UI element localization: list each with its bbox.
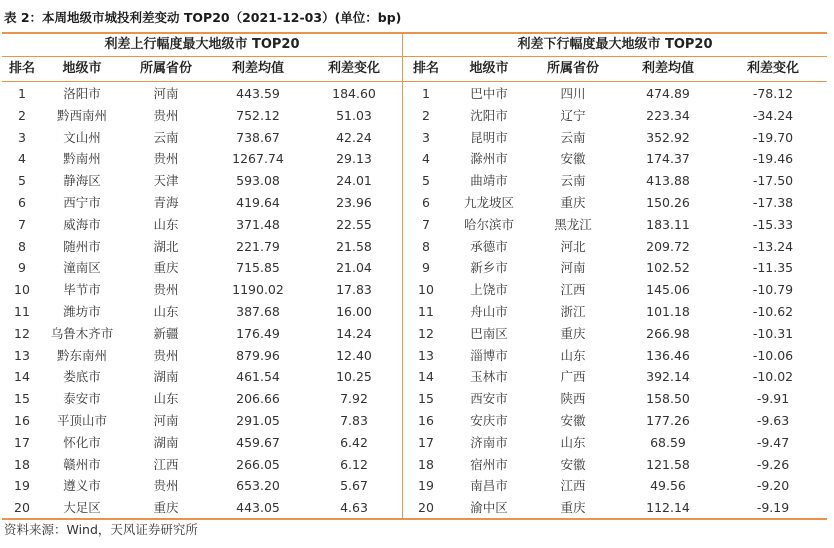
spread-change-cell: -34.24 xyxy=(752,107,794,123)
rank-cell: 18 xyxy=(418,456,434,472)
city-cell: 昆明市 xyxy=(470,129,508,145)
table-row xyxy=(403,257,827,279)
table-row xyxy=(403,454,827,476)
header-province: 所属省份 xyxy=(139,61,192,76)
spread-change-cell: 14.24 xyxy=(336,325,372,341)
spread-mean-cell: 1267.74 xyxy=(232,151,284,167)
spread-mean-cell: 266.98 xyxy=(646,325,690,341)
table-caption: 表 2：本周地级市城投利差变动 TOP20（2021-12-03）(单位：bp) xyxy=(4,10,402,25)
table-row xyxy=(403,236,827,258)
province-cell: 河南 xyxy=(153,86,179,101)
province-cell: 山东 xyxy=(153,303,179,319)
spread-change-cell: -10.31 xyxy=(752,325,794,341)
table-row xyxy=(403,301,827,323)
header-rank: 排名 xyxy=(8,61,35,76)
province-cell: 湖北 xyxy=(153,238,179,254)
province-cell: 河北 xyxy=(560,238,586,254)
city-cell: 巴中市 xyxy=(470,86,508,101)
rank-cell: 8 xyxy=(18,238,26,254)
spread-mean-cell: 443.05 xyxy=(236,500,280,516)
spread-mean-cell: 419.64 xyxy=(236,194,280,210)
rank-cell: 1 xyxy=(422,86,430,101)
province-cell: 山东 xyxy=(153,391,179,407)
spread-change-cell: 23.96 xyxy=(336,194,372,210)
spread-change-cell: -10.06 xyxy=(752,347,794,363)
spread-mean-cell: 102.52 xyxy=(646,260,690,276)
province-cell: 河南 xyxy=(153,412,179,428)
spread-mean-cell: 223.34 xyxy=(646,107,690,123)
province-cell: 黑龙江 xyxy=(554,216,592,232)
province-cell: 广西 xyxy=(560,369,586,385)
province-cell: 安徽 xyxy=(560,456,586,472)
spread-mean-cell: 459.67 xyxy=(236,434,280,450)
city-cell: 舟山市 xyxy=(470,303,508,319)
narrowing-panel-title: 利差下行幅度最大地级市 TOP20 xyxy=(403,34,827,57)
rank-cell: 4 xyxy=(18,151,26,167)
spread-change-cell: -9.47 xyxy=(756,434,790,450)
city-cell: 新乡市 xyxy=(470,260,508,276)
rank-cell: 17 xyxy=(14,434,30,450)
spread-mean-cell: 112.14 xyxy=(646,500,690,516)
rank-cell: 15 xyxy=(418,391,434,407)
spread-mean-cell: 150.26 xyxy=(646,194,690,210)
table-row xyxy=(403,170,827,192)
spread-mean-cell: 68.59 xyxy=(650,434,686,450)
spread-mean-cell: 413.88 xyxy=(646,173,690,189)
table-row xyxy=(403,388,827,410)
city-cell: 巴南区 xyxy=(470,325,508,341)
city-cell: 九龙坡区 xyxy=(463,194,514,210)
rank-cell: 9 xyxy=(422,260,430,276)
table-row xyxy=(2,366,402,388)
widening-panel xyxy=(2,34,403,518)
rank-cell: 7 xyxy=(422,216,430,232)
header-province: 所属省份 xyxy=(546,61,599,76)
rank-cell: 14 xyxy=(14,369,30,385)
rank-cell: 5 xyxy=(422,173,430,189)
rank-cell: 15 xyxy=(14,391,30,407)
spread-change-cell: 10.25 xyxy=(336,369,372,385)
spread-mean-cell: 183.11 xyxy=(646,216,690,232)
spread-change-cell: -10.02 xyxy=(752,369,794,385)
spread-mean-cell: 266.05 xyxy=(236,456,280,472)
spread-change-cell: -9.20 xyxy=(756,478,790,494)
province-cell: 重庆 xyxy=(560,194,586,210)
spread-change-cell: 6.12 xyxy=(340,456,368,472)
spread-change-table xyxy=(2,32,827,520)
spread-mean-cell: 653.20 xyxy=(236,478,280,494)
spread-change-cell: -19.46 xyxy=(752,151,794,167)
table-row xyxy=(2,301,402,323)
province-cell: 贵州 xyxy=(153,151,179,167)
spread-change-cell: -10.62 xyxy=(752,303,794,319)
widening-rows xyxy=(2,82,402,519)
table-row xyxy=(403,432,827,454)
province-cell: 安徽 xyxy=(560,151,586,167)
city-cell: 潼南区 xyxy=(63,260,101,276)
city-cell: 玉林市 xyxy=(470,369,508,385)
rank-cell: 3 xyxy=(422,129,430,145)
rank-cell: 12 xyxy=(418,325,434,341)
city-cell: 曲靖市 xyxy=(470,173,508,189)
spread-mean-cell: 352.92 xyxy=(646,129,690,145)
spread-change-cell: 4.63 xyxy=(340,500,368,516)
province-cell: 安徽 xyxy=(560,412,586,428)
table-row xyxy=(2,388,402,410)
city-cell: 黔东南州 xyxy=(56,347,107,363)
table-row xyxy=(403,214,827,236)
narrowing-rows xyxy=(403,82,827,519)
table-row xyxy=(2,454,402,476)
table-row xyxy=(2,410,402,432)
header-spread-change: 利差变化 xyxy=(746,61,799,76)
spread-mean-cell: 177.26 xyxy=(646,412,690,428)
spread-change-cell: -15.33 xyxy=(752,216,794,232)
spread-mean-cell: 174.37 xyxy=(646,151,690,167)
header-city: 地级市 xyxy=(62,61,102,76)
city-cell: 泰安市 xyxy=(63,391,101,407)
spread-change-cell: -19.70 xyxy=(752,129,794,145)
spread-change-cell: -78.12 xyxy=(752,86,794,101)
city-cell: 大足区 xyxy=(63,500,101,516)
spread-mean-cell: 221.79 xyxy=(236,238,280,254)
spread-change-cell: -9.26 xyxy=(756,456,790,472)
rank-cell: 8 xyxy=(422,238,430,254)
spread-change-cell: 17.83 xyxy=(336,282,372,298)
rank-cell: 12 xyxy=(14,325,30,341)
rank-cell: 6 xyxy=(422,194,430,210)
city-cell: 黔西南州 xyxy=(56,107,107,123)
rank-cell: 19 xyxy=(14,478,30,494)
city-cell: 洛阳市 xyxy=(63,86,101,101)
spread-change-cell: -13.24 xyxy=(752,238,794,254)
table-row xyxy=(403,83,827,105)
table-row xyxy=(2,497,402,519)
spread-change-cell: 21.58 xyxy=(336,238,372,254)
province-cell: 辽宁 xyxy=(560,107,586,123)
city-cell: 黔南州 xyxy=(63,151,101,167)
spread-change-cell: 42.24 xyxy=(336,129,372,145)
province-cell: 贵州 xyxy=(153,478,179,494)
table-row xyxy=(2,323,402,345)
table-row xyxy=(403,497,827,519)
table-row xyxy=(2,214,402,236)
city-cell: 沈阳市 xyxy=(470,107,508,123)
spread-mean-cell: 443.59 xyxy=(236,86,280,101)
province-cell: 江西 xyxy=(560,282,586,298)
spread-change-cell: -10.79 xyxy=(752,282,794,298)
spread-change-cell: 12.40 xyxy=(336,347,372,363)
spread-mean-cell: 206.66 xyxy=(236,391,280,407)
province-cell: 重庆 xyxy=(153,500,179,516)
spread-mean-cell: 101.18 xyxy=(646,303,690,319)
province-cell: 贵州 xyxy=(153,107,179,123)
city-cell: 南昌市 xyxy=(470,478,508,494)
spread-mean-cell: 121.58 xyxy=(646,456,690,472)
city-cell: 西安市 xyxy=(470,391,508,407)
spread-change-cell: -11.35 xyxy=(752,260,794,276)
rank-cell: 16 xyxy=(14,412,30,428)
rank-cell: 14 xyxy=(418,369,434,385)
table-row xyxy=(403,410,827,432)
rank-cell: 13 xyxy=(14,347,30,363)
spread-change-cell: 29.13 xyxy=(336,151,372,167)
rank-cell: 3 xyxy=(18,129,26,145)
city-cell: 娄底市 xyxy=(63,369,101,385)
table-row xyxy=(403,345,827,367)
city-cell: 安庆市 xyxy=(470,412,508,428)
province-cell: 陕西 xyxy=(560,391,586,407)
province-cell: 山东 xyxy=(560,347,586,363)
city-cell: 哈尔滨市 xyxy=(463,216,514,232)
spread-mean-cell: 593.08 xyxy=(236,173,280,189)
province-cell: 江西 xyxy=(153,456,179,472)
rank-cell: 6 xyxy=(18,194,26,210)
header-city: 地级市 xyxy=(469,61,509,76)
table-row xyxy=(2,475,402,497)
spread-change-cell: -9.63 xyxy=(756,412,790,428)
spread-change-cell: -17.38 xyxy=(752,194,794,210)
rank-cell: 2 xyxy=(18,107,26,123)
rank-cell: 2 xyxy=(422,107,430,123)
province-cell: 湖南 xyxy=(153,369,179,385)
header-rank: 排名 xyxy=(412,61,439,76)
table-row xyxy=(2,127,402,149)
province-cell: 云南 xyxy=(560,173,586,189)
city-cell: 平顶山市 xyxy=(56,412,107,428)
spread-mean-cell: 176.49 xyxy=(236,325,280,341)
rank-cell: 18 xyxy=(14,456,30,472)
province-cell: 重庆 xyxy=(560,325,586,341)
spread-mean-cell: 145.06 xyxy=(646,282,690,298)
table-row xyxy=(2,83,402,105)
widening-panel-title: 利差上行幅度最大地级市 TOP20 xyxy=(2,34,402,57)
spread-change-cell: 24.01 xyxy=(336,173,372,189)
header-spread-change: 利差变化 xyxy=(327,61,380,76)
spread-change-cell: 5.67 xyxy=(340,478,368,494)
spread-mean-cell: 392.14 xyxy=(646,369,690,385)
city-cell: 毕节市 xyxy=(63,282,101,298)
rank-cell: 20 xyxy=(418,500,434,516)
province-cell: 贵州 xyxy=(153,347,179,363)
city-cell: 威海市 xyxy=(63,216,101,232)
city-cell: 随州市 xyxy=(63,238,101,254)
spread-mean-cell: 136.46 xyxy=(646,347,690,363)
city-cell: 上饶市 xyxy=(470,282,508,298)
spread-mean-cell: 371.48 xyxy=(236,216,280,232)
rank-cell: 11 xyxy=(14,303,30,319)
province-cell: 贵州 xyxy=(153,282,179,298)
province-cell: 天津 xyxy=(153,173,179,189)
spread-mean-cell: 715.85 xyxy=(236,260,280,276)
rank-cell: 10 xyxy=(418,282,434,298)
city-cell: 宿州市 xyxy=(470,456,508,472)
table-row xyxy=(403,475,827,497)
province-cell: 青海 xyxy=(153,194,179,210)
rank-cell: 9 xyxy=(18,260,26,276)
province-cell: 河南 xyxy=(560,260,586,276)
table-row xyxy=(403,148,827,170)
city-cell: 滁州市 xyxy=(470,151,508,167)
rank-cell: 19 xyxy=(418,478,434,494)
province-cell: 浙江 xyxy=(560,303,586,319)
table-row xyxy=(403,323,827,345)
spread-change-cell: 22.55 xyxy=(336,216,372,232)
rank-cell: 5 xyxy=(18,173,26,189)
city-cell: 潍坊市 xyxy=(63,303,101,319)
city-cell: 赣州市 xyxy=(63,456,101,472)
rank-cell: 4 xyxy=(422,151,430,167)
city-cell: 乌鲁木齐市 xyxy=(50,325,114,341)
table-row xyxy=(2,432,402,454)
province-cell: 重庆 xyxy=(153,260,179,276)
table-row xyxy=(403,279,827,301)
table-row xyxy=(2,170,402,192)
spread-mean-cell: 209.72 xyxy=(646,238,690,254)
province-cell: 湖南 xyxy=(153,434,179,450)
spread-mean-cell: 387.68 xyxy=(236,303,280,319)
province-cell: 山东 xyxy=(560,434,586,450)
province-cell: 江西 xyxy=(560,478,586,494)
city-cell: 淄博市 xyxy=(470,347,508,363)
spread-mean-cell: 879.96 xyxy=(236,347,280,363)
spread-change-cell: 7.83 xyxy=(340,412,368,428)
spread-change-cell: 51.03 xyxy=(336,107,372,123)
spread-change-cell: 21.04 xyxy=(336,260,372,276)
widening-header-row xyxy=(2,57,402,82)
rank-cell: 13 xyxy=(418,347,434,363)
city-cell: 西宁市 xyxy=(63,194,101,210)
spread-change-cell: 6.42 xyxy=(340,434,368,450)
rank-cell: 11 xyxy=(418,303,434,319)
province-cell: 新疆 xyxy=(153,325,179,341)
table-row xyxy=(2,236,402,258)
spread-change-cell: -17.50 xyxy=(752,173,794,189)
rank-cell: 17 xyxy=(418,434,434,450)
spread-mean-cell: 1190.02 xyxy=(232,282,284,298)
table-row xyxy=(403,127,827,149)
spread-change-cell: 16.00 xyxy=(336,303,372,319)
spread-mean-cell: 474.89 xyxy=(646,86,690,101)
narrowing-panel xyxy=(403,34,827,518)
city-cell: 渝中区 xyxy=(470,500,508,516)
city-cell: 承德市 xyxy=(470,238,508,254)
city-cell: 怀化市 xyxy=(63,434,101,450)
spread-mean-cell: 738.67 xyxy=(236,129,280,145)
table-row xyxy=(2,279,402,301)
city-cell: 文山州 xyxy=(63,129,101,145)
province-cell: 云南 xyxy=(560,129,586,145)
province-cell: 重庆 xyxy=(560,500,586,516)
province-cell: 山东 xyxy=(153,216,179,232)
spread-change-cell: -9.91 xyxy=(756,391,790,407)
spread-change-cell: 184.60 xyxy=(332,86,376,101)
table-row xyxy=(403,192,827,214)
source-note: 资料来源：Wind，天风证券研究所 xyxy=(4,522,198,537)
rank-cell: 10 xyxy=(14,282,30,298)
table-row xyxy=(403,105,827,127)
rank-cell: 20 xyxy=(14,500,30,516)
rank-cell: 7 xyxy=(18,216,26,232)
spread-mean-cell: 291.05 xyxy=(236,412,280,428)
province-cell: 四川 xyxy=(560,86,586,101)
city-cell: 遵义市 xyxy=(63,478,101,494)
spread-mean-cell: 461.54 xyxy=(236,369,280,385)
rank-cell: 1 xyxy=(18,86,26,101)
province-cell: 云南 xyxy=(153,129,179,145)
table-row xyxy=(2,192,402,214)
header-spread-mean: 利差均值 xyxy=(641,61,694,76)
table-row xyxy=(2,105,402,127)
spread-change-cell: 7.92 xyxy=(340,391,368,407)
spread-mean-cell: 49.56 xyxy=(650,478,686,494)
spread-mean-cell: 158.50 xyxy=(646,391,690,407)
city-cell: 济南市 xyxy=(470,434,508,450)
narrowing-header-row xyxy=(403,57,827,82)
city-cell: 静海区 xyxy=(63,173,101,189)
table-row xyxy=(403,366,827,388)
table-row xyxy=(2,345,402,367)
table-row xyxy=(2,148,402,170)
header-spread-mean: 利差均值 xyxy=(231,61,284,76)
spread-change-cell: -9.19 xyxy=(756,500,790,516)
spread-mean-cell: 752.12 xyxy=(236,107,280,123)
rank-cell: 16 xyxy=(418,412,434,428)
table-row xyxy=(2,257,402,279)
